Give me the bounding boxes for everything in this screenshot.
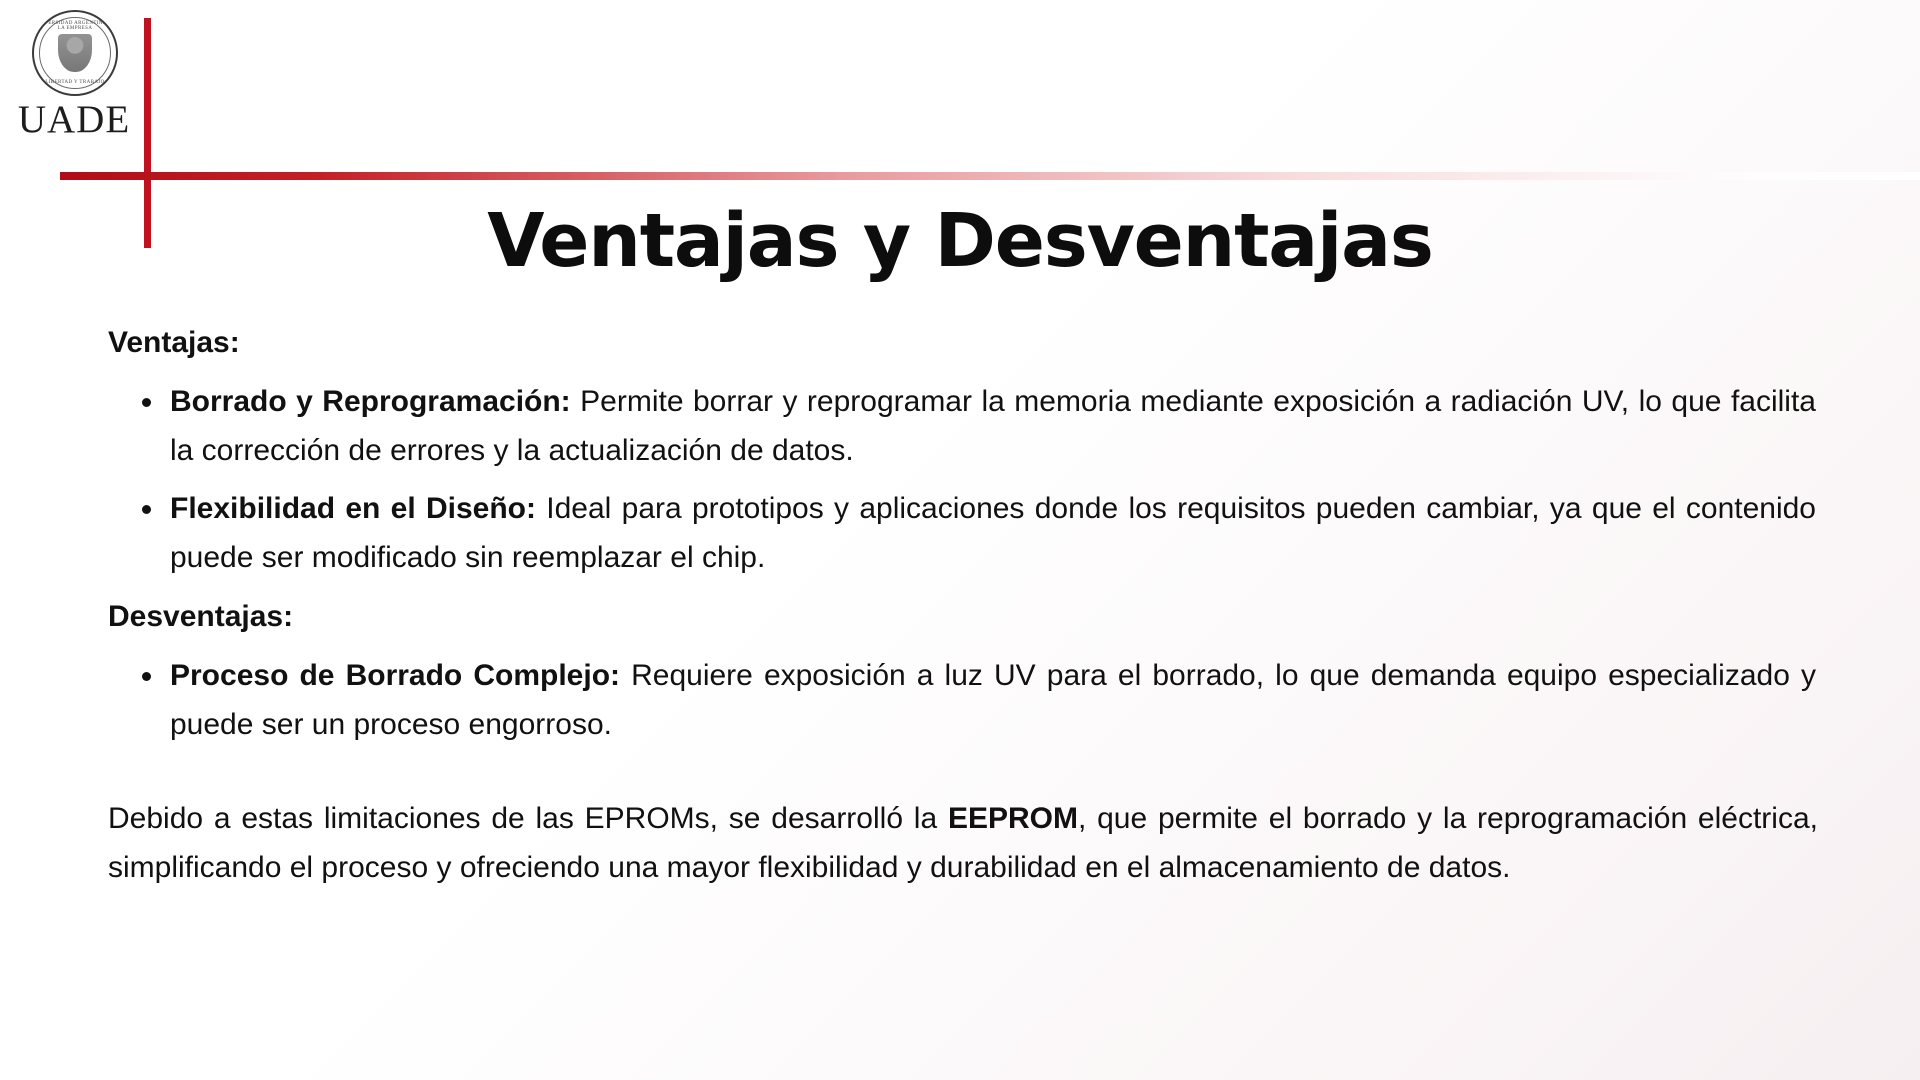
list-item-lead: Proceso de Borrado Complejo: bbox=[170, 659, 621, 693]
section-heading-desventajas: Desventajas: bbox=[108, 599, 294, 633]
university-seal-icon bbox=[32, 10, 118, 96]
list-item-lead: Flexibilidad en el Diseño: bbox=[170, 491, 536, 525]
seal-top-text: UNIVERSIDAD ARGENTINA DE LA EMPRESA bbox=[34, 21, 116, 31]
list-item-text: Requiere exposición a luz UV para el borrado, lo que demanda equipo especializado y puede ser un proceso engorroso. bbox=[170, 659, 1816, 742]
list-item bbox=[170, 377, 1818, 475]
section-heading-ventajas: Ventajas: bbox=[108, 326, 240, 359]
list-item-lead: Borrado y Reprogramación: bbox=[170, 385, 571, 419]
list-item-text: Permite borrar y reprogramar la memoria mediante exposición a radiación UV, lo que facilita la corrección de errores y la actualización de datos. bbox=[170, 385, 1816, 468]
uade-wordmark: UADE bbox=[17, 98, 131, 141]
closing-emphasis: EEPROM bbox=[947, 801, 1078, 835]
closing-text-before: Debido a estas limitaciones de las EPROMs, se desarrolló la bbox=[108, 801, 948, 835]
list-item-text: Ideal para prototipos y aplicaciones donde los requisitos pueden cambiar, ya que el contenido puede ser modificado sin reemplazar el chip. bbox=[170, 491, 1816, 574]
uade-logo bbox=[14, 8, 134, 148]
seal-bottom-text: LIBERTAD Y TRABAJO bbox=[45, 80, 105, 85]
horizontal-accent-rule bbox=[60, 172, 1920, 180]
desventajas-list bbox=[108, 651, 1818, 749]
closing-paragraph bbox=[108, 794, 1818, 892]
page-title: Ventajas y Desventajas bbox=[487, 198, 1433, 284]
spacer bbox=[108, 760, 1818, 794]
slide-body bbox=[108, 318, 1818, 892]
list-item bbox=[170, 484, 1818, 582]
list-item bbox=[170, 651, 1818, 749]
closing-text-after: , que permite el borrado y la reprogramación eléctrica, simplificando el proceso y ofreciendo una mayor flexibilidad y durabilidad en el almacenamiento de datos. bbox=[108, 801, 1818, 884]
ventajas-list bbox=[108, 377, 1818, 582]
